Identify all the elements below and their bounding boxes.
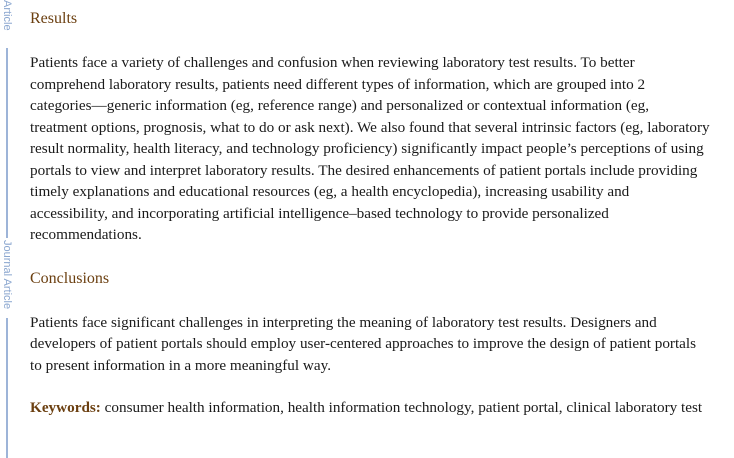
rail-line-top bbox=[6, 48, 8, 238]
rail-label-journal-article: Journal Article bbox=[1, 240, 13, 310]
keywords-label: Keywords: bbox=[30, 399, 101, 416]
keywords-text: consumer health information, health information technology, patient portal, clinical laboratory test bbox=[104, 399, 703, 416]
results-paragraph: Patients face a variety of challenges and confusion when reviewing laboratory test results. To better comprehend laboratory results, patients need different types of information, which are grouped into 2 categories—generic information (eg, reference range) and personalized or contextual information (eg, treatment options, prognosis, what to do or ask next). We also found that several intrinsic factors (eg, laboratory result normality, health literacy, and technology proficiency) significantly impact people’s perceptions of using portals to view and interpret laboratory results. The desired enhancements of patient portals include providing timely explanations and educational resources (eg, a health encyclopedia), increasing usability and accessibility, and incorporating artificial intelligence–based technology to provide personalized recommendations. bbox=[30, 54, 710, 243]
rail-line-bottom bbox=[6, 318, 8, 458]
conclusions-paragraph: Patients face significant challenges in interpreting the meaning of laboratory test results. Designers and developers of patient portals should employ user-centered approaches to improve the design of patient portals to present information in a more meaningful way. bbox=[30, 313, 697, 374]
keywords-paragraph bbox=[30, 397, 710, 419]
abstract-content bbox=[30, 8, 710, 419]
side-rail bbox=[0, 0, 14, 458]
results-heading: Results bbox=[30, 10, 78, 27]
rail-label-article: Article bbox=[1, 0, 13, 31]
conclusions-heading: Conclusions bbox=[30, 269, 110, 287]
